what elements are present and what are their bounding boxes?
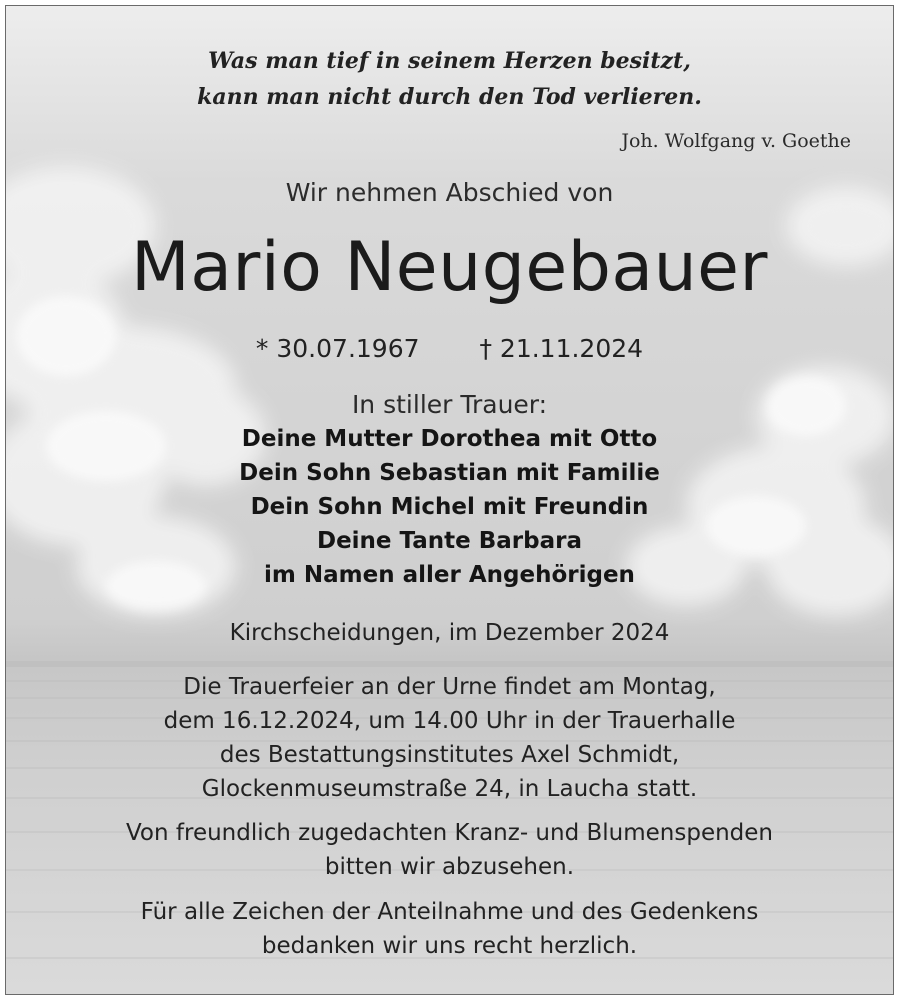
quote-line-1: Was man tief in seinem Herzen besitzt, xyxy=(208,48,691,74)
mourner-line: im Namen aller Angehörigen xyxy=(264,562,635,588)
mourning-label: In stiller Trauer: xyxy=(351,390,548,419)
thanks-line: Für alle Zeichen der Anteilnahme und des Gedenkens xyxy=(140,899,759,925)
death-date: † 21.11.2024 xyxy=(479,334,644,363)
mourner-line: Deine Tante Barbara xyxy=(316,528,583,554)
mourner-line: Dein Sohn Michel mit Freundin xyxy=(250,494,649,520)
ceremony-line: dem 16.12.2024, um 14.00 Uhr in der Trauerhalle xyxy=(163,708,736,734)
mourner-line: Dein Sohn Sebastian mit Familie xyxy=(239,460,660,486)
quote-author: Joh. Wolfgang v. Goethe xyxy=(621,130,851,152)
place-and-date: Kirchscheidungen, im Dezember 2024 xyxy=(229,620,670,646)
deceased-name: Mario Neugebauer xyxy=(131,228,768,307)
ceremony-line: Die Trauerfeier an der Urne findet am Montag, xyxy=(183,674,716,700)
life-dates xyxy=(6,334,893,363)
ceremony-line: des Bestattungsinstitutes Axel Schmidt, xyxy=(219,742,680,768)
birth-date: * 30.07.1967 xyxy=(255,334,420,363)
obituary-notice xyxy=(5,5,894,995)
ceremony-line: Glockenmuseumstraße 24, in Laucha statt. xyxy=(201,776,698,802)
flowers-note-line: bitten wir abzusehen. xyxy=(324,854,575,880)
flowers-note-line: Von freundlich zugedachten Kranz- und Blumenspenden xyxy=(125,820,774,846)
quote-line-2: kann man nicht durch den Tod verlieren. xyxy=(197,84,702,110)
intro-text: Wir nehmen Abschied von xyxy=(285,178,614,207)
mourner-line: Deine Mutter Dorothea mit Otto xyxy=(241,426,658,452)
thanks-line: bedanken wir uns recht herzlich. xyxy=(261,933,638,959)
